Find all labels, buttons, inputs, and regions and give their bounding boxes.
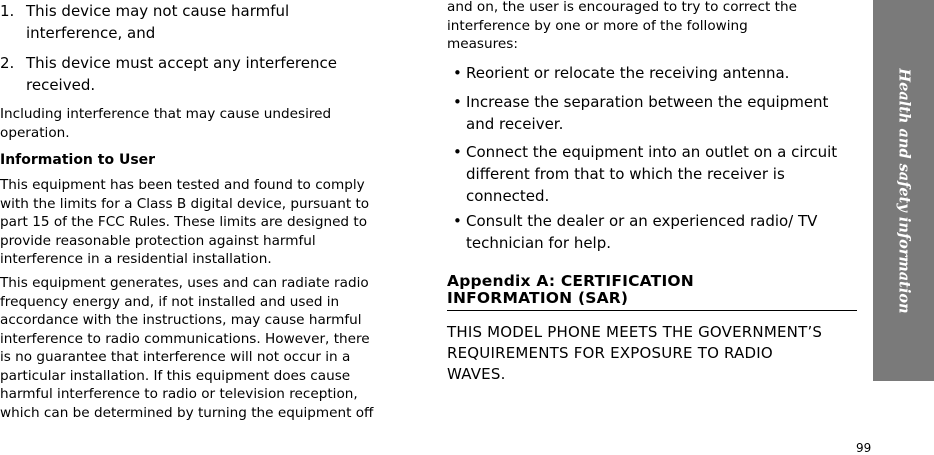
paragraph-line: interference to radio communications. However, there — [0, 330, 370, 347]
bullet-icon: • — [453, 212, 462, 230]
paragraph-line: Including interference that may cause undesired — [0, 106, 332, 122]
fcc-paragraph-2 — [0, 274, 410, 422]
heading-line: Appendix A: CERTIFICATION — [447, 272, 694, 290]
bullet-text — [466, 62, 858, 84]
paragraph-line: This equipment has been tested and found to comply — [0, 177, 365, 193]
bullet-line: Connect the equipment into an outlet on a circuit — [466, 143, 838, 161]
bullet-icon: • — [453, 143, 462, 161]
bullet-line: and receiver. — [466, 115, 564, 133]
section-heading: Information to User — [0, 152, 156, 168]
section-side-tab — [873, 0, 934, 381]
paragraph-line: measures: — [447, 36, 518, 52]
paragraph-line: operation. — [0, 124, 70, 141]
paragraph-line: which can be determined by turning the equipment off — [0, 404, 374, 421]
paragraph-line: is no guarantee that interference will not occur in a — [0, 349, 351, 365]
bullet-icon: • — [453, 64, 462, 82]
continuation-paragraph — [447, 0, 857, 54]
side-tab-label: Health and safety information — [895, 67, 912, 314]
bullet-icon: • — [453, 93, 462, 111]
item-number: 1. — [0, 2, 15, 20]
bullet-line: different from that to which the receiver is — [466, 165, 785, 183]
paragraph-line: part 15 of the FCC Rules. These limits are designed to — [0, 214, 368, 230]
sar-statement — [447, 322, 857, 385]
paragraph-line: accordance with the instructions, may cause harmful — [0, 312, 362, 328]
bullet-text — [466, 141, 858, 207]
page-number: 99 — [856, 441, 872, 455]
item-line: This device may not cause harmful — [26, 2, 290, 20]
item-line: received. — [26, 76, 96, 94]
paragraph-line: and on, the user is encouraged to try to correct the — [447, 0, 797, 15]
bullet-line: connected. — [466, 187, 550, 205]
fcc-paragraph-1 — [0, 176, 410, 269]
bullet-text — [466, 91, 858, 135]
heading-line: INFORMATION (SAR) — [447, 289, 629, 307]
statement-line: WAVES. — [447, 365, 506, 383]
statement-line: REQUIREMENTS FOR EXPOSURE TO RADIO — [447, 344, 773, 362]
appendix-heading — [447, 273, 857, 307]
bullet-text — [466, 210, 858, 254]
bullet-line: Increase the separation between the equipment — [466, 93, 829, 111]
bullet-line: Reorient or relocate the receiving antenna. — [466, 64, 790, 82]
item-line: interference, and — [26, 24, 156, 42]
paragraph-line: with the limits for a Class B digital device, pursuant to — [0, 195, 370, 212]
item-text — [26, 0, 406, 44]
paragraph-line: interference by one or more of the following — [447, 17, 748, 34]
statement-line: THIS MODEL PHONE MEETS THE GOVERNMENT’S — [447, 323, 823, 341]
paragraph-line: frequency energy and, if not installed and used in — [0, 293, 340, 310]
bullet-line: Consult the dealer or an experienced radio/ TV — [466, 212, 818, 230]
item-text — [26, 52, 406, 96]
item-line: This device must accept any interference — [26, 54, 337, 72]
paragraph-line: This equipment generates, uses and can radiate radio — [0, 275, 369, 291]
paragraph-line: interference in a residential installation. — [0, 251, 272, 267]
intro-paragraph — [0, 105, 410, 142]
paragraph-line: particular installation. If this equipment does cause — [0, 367, 351, 384]
paragraph-line: provide reasonable protection against harmful — [0, 232, 316, 249]
item-number: 2. — [0, 54, 15, 72]
paragraph-line: harmful interference to radio or television reception, — [0, 386, 358, 402]
bullet-line: technician for help. — [466, 234, 612, 252]
heading-underline — [447, 310, 857, 311]
